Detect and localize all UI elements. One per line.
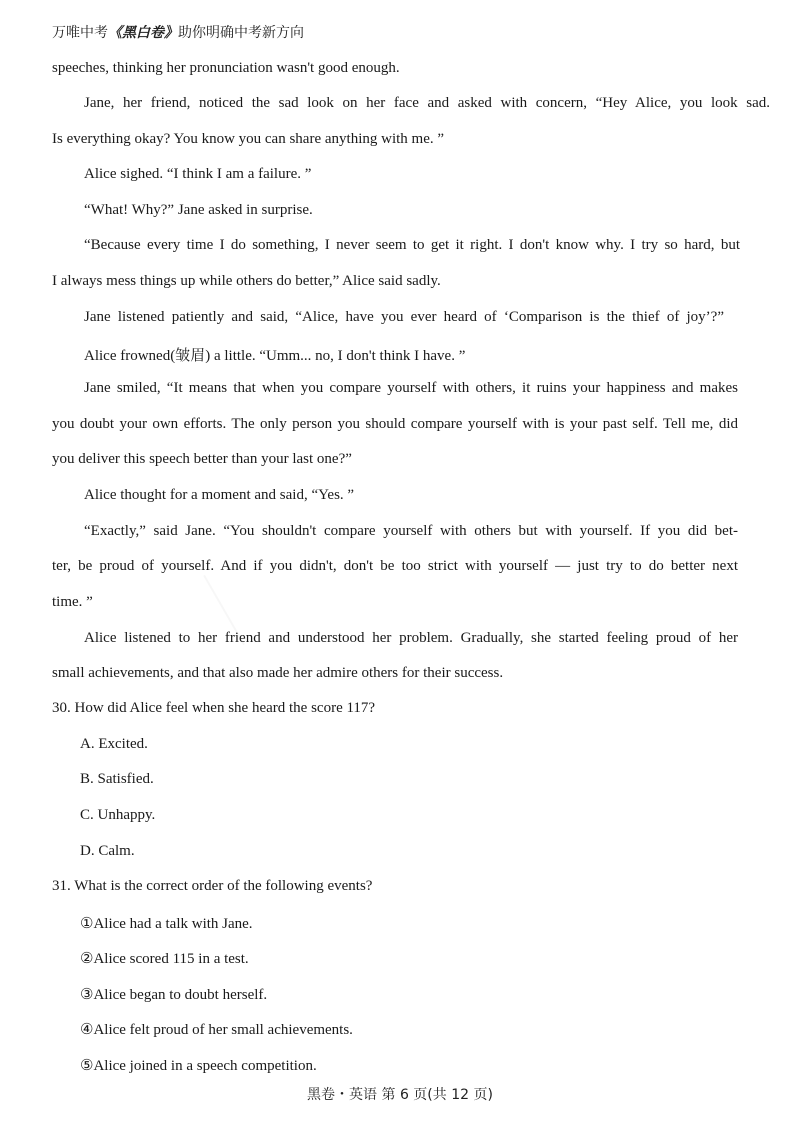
question-stem: 30. How did Alice feel when she heard the score 117? <box>52 700 376 716</box>
passage-line: time. ” <box>52 594 93 610</box>
passage-line: small achievements, and that also made her admire others for their success. <box>52 665 504 681</box>
answer-option-c[interactable]: C. Unhappy. <box>80 807 156 823</box>
passage-line: you deliver this speech better than your last one?” <box>52 451 352 467</box>
passage-line: speeches, thinking her pronunciation wasn't good enough. <box>52 60 400 76</box>
answer-option-a[interactable]: A. Excited. <box>80 736 148 752</box>
answer-option-b[interactable]: B. Satisfied. <box>80 771 154 787</box>
event-item: ①Alice had a talk with Jane. <box>80 916 253 932</box>
passage-line: Alice sighed. “I think I am a failure. ” <box>84 166 312 182</box>
header-suffix: 助你明确中考新方向 <box>178 25 304 41</box>
passage-line: Jane listened patiently and said, “Alice, have you ever heard of ‘Comparison is the thief of joy’?” <box>84 309 724 325</box>
passage-line: Is everything okay? You know you can share anything with me. ” <box>52 131 445 147</box>
passage-line: ter, be proud of yourself. And if you didn't, don't be too strict with yourself — just try to do better next <box>52 558 738 574</box>
event-item: ④Alice felt proud of her small achievements. <box>80 1022 353 1038</box>
header-book-title: 《黑白卷》 <box>108 25 178 41</box>
passage-line: I always mess things up while others do better,” Alice said sadly. <box>52 273 441 289</box>
event-item: ②Alice scored 115 in a test. <box>80 951 249 967</box>
header-prefix: 万唯中考 <box>52 25 108 41</box>
passage-line: Jane smiled, “It means that when you compare yourself with others, it ruins your happiness and makes <box>84 380 738 396</box>
question-stem: 31. What is the correct order of the following events? <box>52 878 373 894</box>
page-header <box>52 22 304 42</box>
event-item: ⑤Alice joined in a speech competition. <box>80 1058 317 1074</box>
passage-line: “Because every time I do something, I never seem to get it right. I don't know why. I try so hard, but <box>84 237 740 253</box>
passage-line: Alice listened to her friend and understood her problem. Gradually, she started feeling proud of her <box>84 630 738 646</box>
passage-line: “Exactly,” said Jane. “You shouldn't compare yourself with others but with yourself. If you did bet- <box>84 523 738 539</box>
passage-line: Jane, her friend, noticed the sad look on her face and asked with concern, “Hey Alice, you look sad. <box>84 95 770 111</box>
answer-option-d[interactable]: D. Calm. <box>80 843 135 859</box>
page-footer: 黑卷・英语 第 6 页(共 12 页) <box>307 1087 493 1103</box>
passage-line: Alice thought for a moment and said, “Yes. ” <box>84 487 355 503</box>
event-item: ③Alice began to doubt herself. <box>80 987 268 1003</box>
passage-line: Alice frowned(皱眉) a little. “Umm... no, I don't think I have. ” <box>84 348 466 364</box>
passage-line: you doubt your own efforts. The only person you should compare yourself with is your past self. Tell me, did <box>52 416 738 432</box>
passage-line: “What! Why?” Jane asked in surprise. <box>84 202 313 218</box>
